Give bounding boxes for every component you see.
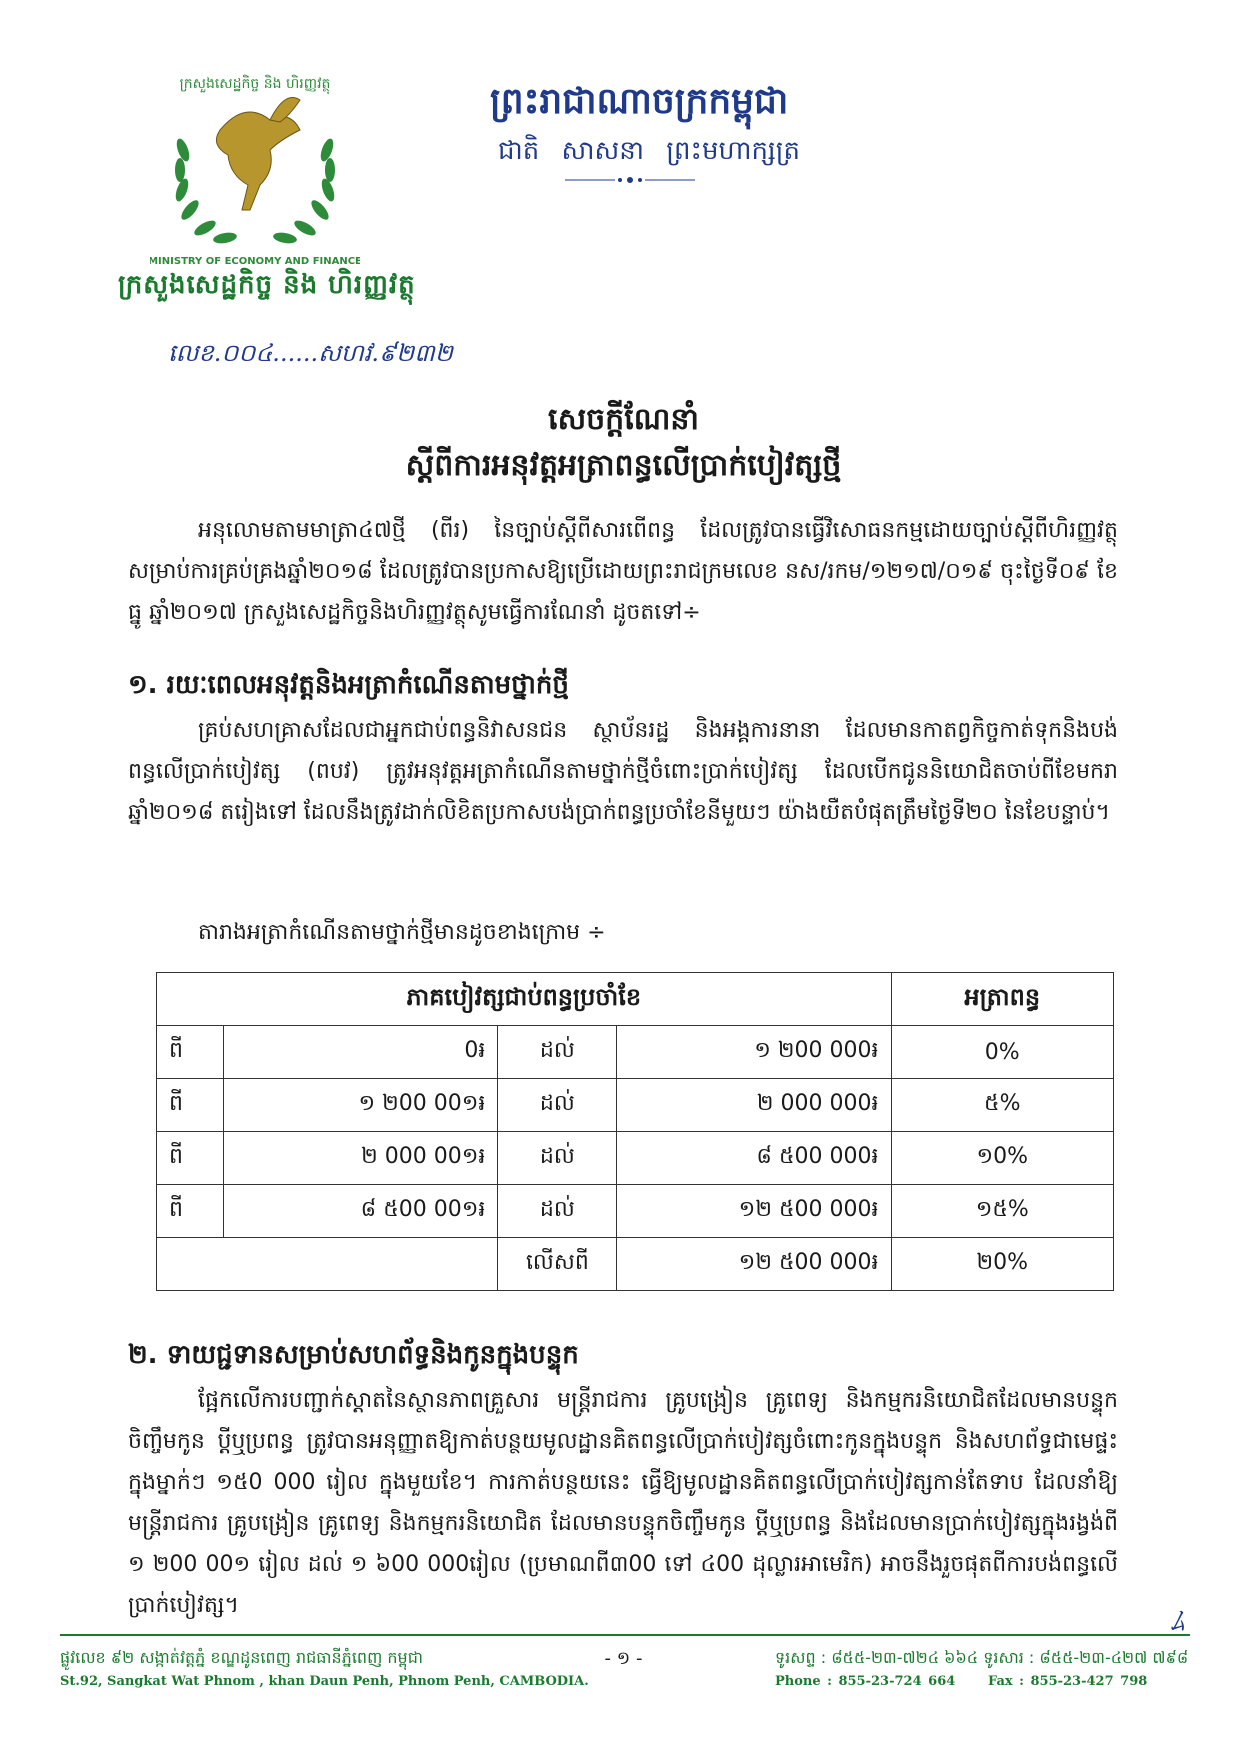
cell-from: ពី: [157, 1132, 224, 1185]
tax-rate-table: [156, 972, 1114, 1291]
section-1-heading: ១. រយៈពេលអនុវត្តនិងអត្រាកំណើនតាមថ្នាក់ថ្មី: [128, 670, 569, 700]
cell-to: ដល់: [498, 1132, 617, 1185]
cell-from: ពី: [157, 1185, 224, 1238]
footer-contact: [775, 1646, 1188, 1694]
cell-low: ២ 000 00១៛: [224, 1132, 498, 1185]
cell-high: ២ 000 000៛: [617, 1079, 891, 1132]
table-row: [157, 1026, 1114, 1079]
cell-from: ពី: [157, 1079, 224, 1132]
svg-text:ក្រសួងសេដ្ឋកិច្ច និង ហិរញ្ញវត្: ក្រសួងសេដ្ឋកិច្ច និង ហិរញ្ញវត្ថុ: [179, 76, 331, 92]
table-row: [157, 1079, 1114, 1132]
cell-rate: 0%: [891, 1026, 1113, 1079]
footer-divider: [60, 1634, 1190, 1636]
cell-rate: ១៥%: [891, 1185, 1113, 1238]
contact-english: [775, 1670, 1188, 1694]
svg-text:MINISTRY OF ECONOMY AND FINANC: MINISTRY OF ECONOMY AND FINANCE: [150, 256, 360, 267]
table-row: [157, 1132, 1114, 1185]
table-header-row: [157, 973, 1114, 1026]
section-2-paragraph: ផ្អែកលើការបញ្ជាក់ស្តាតនៃស្ថានភាពគ្រួសារ មន្ត្រីរាជការ គ្រូបង្រៀន គ្រូពេទ្យ និងកម្មករនិយោជិតដែលមានបន្ទុកចិញ្ចឹមកូន ប្តីឬប្រពន្ធ ត្រូវបានអនុញ្ញាតឱ្យកាត់បន្ថយមូលដ្ឋានគិតពន្ធលើប្រាក់បៀវត្សចំពោះកូនក្នុងបន្ទុក និងសហព័ទ្ធជាមេផ្ទះ ក្នុងម្នាក់ៗ ១៥0 000 រៀល ក្នុងមួយខែ។ ការកាត់បន្ថយនេះ ធ្វើឱ្យមូលដ្ឋានគិតពន្ធលើប្រាក់បៀវត្សកាន់តែទាប ដែលនាំឱ្យមន្ត្រីរាជការ គ្រូបង្រៀន គ្រូពេទ្យ និងកម្មករនិយោជិត ដែលមានបន្ទុកចិញ្ចឹមកូន ប្តីឬប្រពន្ធ និងដែលមានប្រាក់បៀវត្សក្នុងរង្វង់ពី ១ ២00 00១ រៀល ដល់ ១ ៦00 000រៀល (ប្រមាណពី៣00 ទៅ ៤00 ដុល្លារអាមេរិក) អាចនឹងរួចផុតពីការបង់ពន្ធលើប្រាក់បៀវត្ស។: [128, 1388, 1118, 1618]
intro-paragraph: អនុលោមតាមមាត្រា៤៧ថ្មី (ពីរ) នៃច្បាប់ស្តីពីសារពើពន្ធ ដែលត្រូវបានធ្វើវិសោធនកម្មដោយច្បាប់ស្តីពីហិរញ្ញវត្ថុសម្រាប់ការគ្រប់គ្រងឆ្នាំ២០១៨ ដែលត្រូវបានប្រកាសឱ្យប្រើដោយព្រះរាជក្រមលេខ នស/រកម/១២១៧/០១៩ ចុះថ្ងៃទី០៩ ខែធ្នូ ឆ្នាំ២០១៧ ក្រសួងសេដ្ឋកិច្ចនិងហិរញ្ញវត្ថុសូមធ្វើការណែនាំ ដូចតទៅ÷: [128, 518, 1118, 625]
cell-rate: ១0%: [891, 1132, 1113, 1185]
table-row: [157, 1238, 1114, 1291]
cell-empty: [157, 1238, 498, 1291]
cell-rate: ៥%: [891, 1079, 1113, 1132]
cell-rate: ២0%: [891, 1238, 1113, 1291]
kingdom-title: ព្រះរាជាណាចក្រកម្ពុជា: [490, 81, 789, 122]
cell-to: ដល់: [498, 1026, 617, 1079]
document-subtitle: ស្តីពីការអនុវត្តអត្រាពន្ធលើប្រាក់បៀវត្សថ្មី: [405, 448, 842, 483]
handwritten-initials: ﾑ: [1170, 1605, 1185, 1638]
national-motto: ជាតិ សាសនា ព្រះមហាក្សត្រ: [498, 136, 800, 166]
ministry-seal: [150, 60, 360, 270]
document-title: សេចក្តីណែនាំ: [548, 402, 699, 437]
header-rate: អត្រាពន្ធ: [891, 973, 1113, 1026]
address-khmer: ផ្លូវលេខ ៩២ សង្កាត់វត្តភ្នំ ខណ្ឌដូនពេញ រាជធានីភ្នំពេញ កម្ពុជា: [60, 1648, 423, 1667]
cell-high: ១ ២00 000៛: [617, 1026, 891, 1079]
ornament-divider: [565, 174, 695, 186]
cell-to: ដល់: [498, 1185, 617, 1238]
ministry-name: ក្រសួងសេដ្ឋកិច្ច និង ហិរញ្ញវត្ថុ: [118, 270, 416, 300]
reference-number: លេខ.០០៤......សហវ.៩២៣២: [168, 339, 453, 367]
table-intro: តារាងអត្រាកំណើនតាមថ្នាក់ថ្មីមានដូចខាងក្រោម ÷: [198, 920, 606, 945]
fax-english: Fax : 855-23-427 798: [987, 1674, 1148, 1689]
cell-to: លើសពី: [498, 1238, 617, 1291]
phoenix-bird-icon: [150, 60, 360, 270]
page-number: - ១ -: [604, 1648, 643, 1669]
cell-high: ១២ ៥00 000៛: [617, 1238, 891, 1291]
cell-high: ៨ ៥00 000៛: [617, 1132, 891, 1185]
section-2-heading: ២. ទាយជ្ជទានសម្រាប់សហព័ទ្ធនិងកូនក្នុងបន្ទុក: [128, 1340, 579, 1370]
contact-khmer: ទូរសព្ទ : ៨៥៥-២៣-៧២៤ ៦៦៤ ទូរសារ : ៨៥៥-២៣-៤២៧ ៧៩៨: [775, 1648, 1189, 1667]
address-english: St.92, Sangkat Wat Phnom , khan Daun Penh, Phnom Penh, CAMBODIA.: [60, 1674, 589, 1689]
cell-high: ១២ ៥00 000៛: [617, 1185, 891, 1238]
header-bracket: ភាគបៀវត្សជាប់ពន្ធប្រចាំខែ: [157, 973, 892, 1026]
cell-low: 0៛: [224, 1026, 498, 1079]
cell-from: ពី: [157, 1026, 224, 1079]
cell-low: ១ ២00 00១៛: [224, 1079, 498, 1132]
cell-low: ៨ ៥00 00១៛: [224, 1185, 498, 1238]
table-row: [157, 1185, 1114, 1238]
cell-to: ដល់: [498, 1079, 617, 1132]
section-1-paragraph: គ្រប់សហគ្រាសដែលជាអ្នកជាប់ពន្ធនិវាសនជន ស្ថាប័នរដ្ឋ និងអង្គការនានា ដែលមានកាតព្វកិច្ចកាត់ទុកនិងបង់ពន្ធលើប្រាក់បៀវត្ស (ពបវ) ត្រូវអនុវត្តអត្រាកំណើនតាមថ្នាក់ថ្មីចំពោះប្រាក់បៀវត្ស ដែលបើកជូននិយោជិតចាប់ពីខែមករា ឆ្នាំ២០១៨ តរៀងទៅ ដែលនឹងត្រូវដាក់លិខិតប្រកាសបង់ប្រាក់ពន្ធប្រចាំខែនីមួយៗ យ៉ាងយឺតបំផុតត្រឹមថ្ងៃទី២០ នៃខែបន្ទាប់។: [128, 718, 1118, 825]
phone-english: Phone : 855-23-724 664: [775, 1674, 956, 1689]
